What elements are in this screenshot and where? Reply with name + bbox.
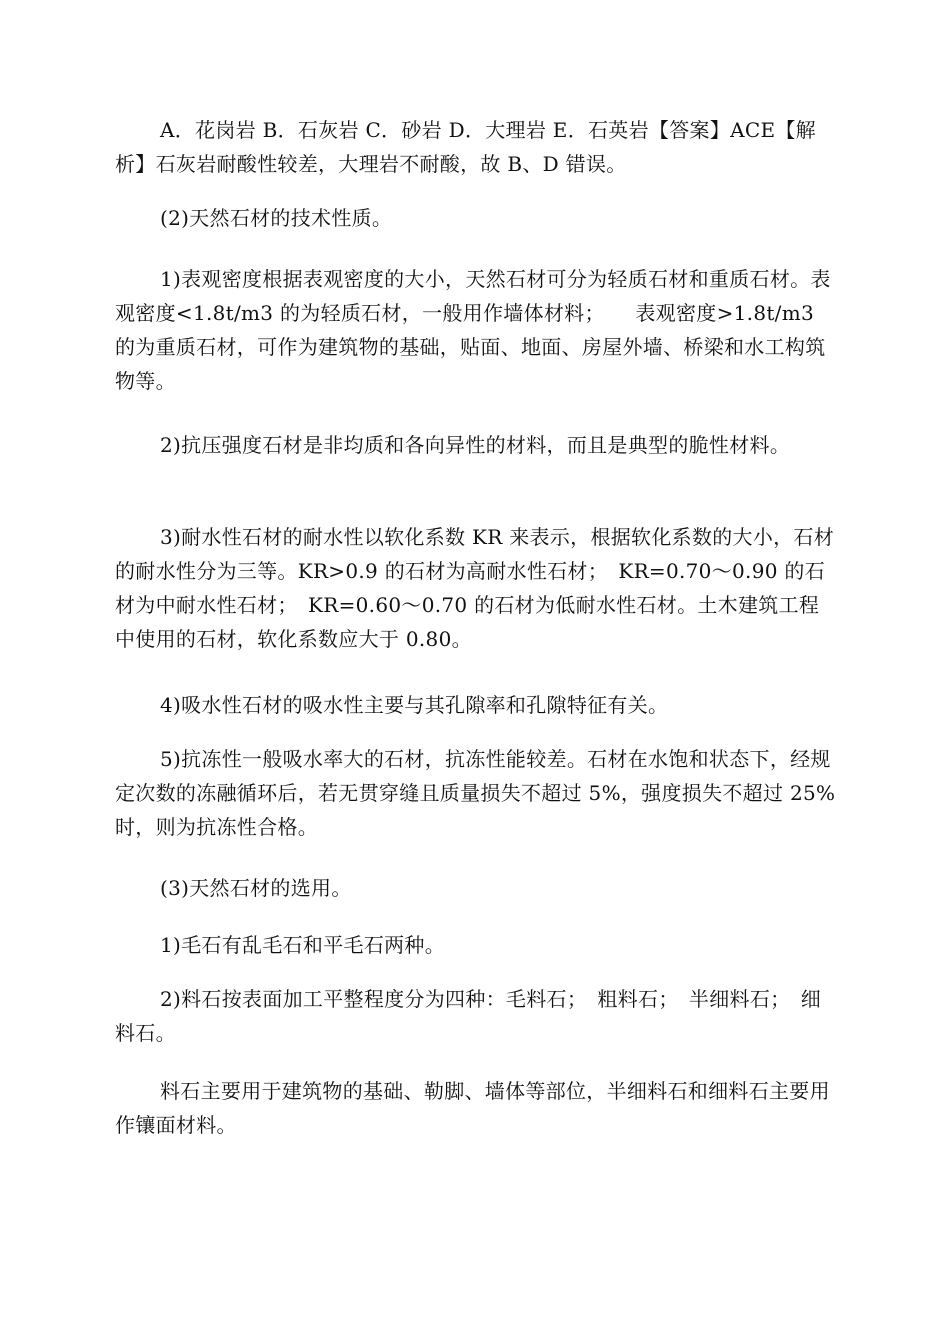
paragraph-apparent-density: 1)表观密度根据表观密度的大小，天然石材可分为轻质石材和重质石材。表观密度<1.8t/m3 的为轻质石材，一般用作墙体材料； 表观密度>1.8t/m3 的为重质石材，可作为建筑物的基础，贴面、地面、房屋外墙、桥梁和水工构筑物等。 bbox=[115, 267, 831, 393]
paragraph-compressive-strength: 2)抗压强度石材是非均质和各向异性的材料，而且是典型的脆性材料。 bbox=[160, 433, 791, 457]
paragraph-rubble-stone: 1)毛石有乱毛石和平毛石两种。 bbox=[160, 933, 446, 957]
section-heading-technical-properties: (2)天然石材的技术性质。 bbox=[160, 206, 393, 230]
paragraph-dressed-stone: 2)料石按表面加工平整程度分为四种：毛料石； 粗料石； 半细料石； 细料石。 bbox=[115, 987, 822, 1045]
section-heading-selection: (3)天然石材的选用。 bbox=[160, 876, 352, 900]
paragraph-frost-resistance: 5)抗冻性一般吸水率大的石材，抗冻性能较差。石材在水饱和状态下，经规定次数的冻融循环后，若无贯穿缝且质量损失不超过 5%，强度损失不超过 25%时，则为抗冻性合格。 bbox=[115, 747, 836, 839]
paragraph-water-resistance: 3)耐水性石材的耐水性以软化系数 KR 来表示，根据软化系数的大小，石材的耐水性分为三等。KR>0.9 的石材为高耐水性石材； KR=0.70～0.90 的石材为中耐水性石材； KR=0.60～0.70 的石材为低耐水性石材。土木建筑工程中使用的石材，软化系数应大于 0.80。 bbox=[115, 525, 835, 651]
paragraph-water-absorption: 4)吸水性石材的吸水性主要与其孔隙率和孔隙特征有关。 bbox=[160, 693, 669, 717]
answer-paragraph: A．花岗岩 B．石灰岩 C．砂岩 D．大理岩 E．石英岩【答案】ACE【解析】石灰岩耐酸性较差，大理岩不耐酸，故 B、D 错误。 bbox=[115, 118, 816, 176]
paragraph-dressed-stone-usage: 料石主要用于建筑物的基础、勒脚、墙体等部位，半细料石和细料石主要用作镶面材料。 bbox=[115, 1079, 830, 1137]
